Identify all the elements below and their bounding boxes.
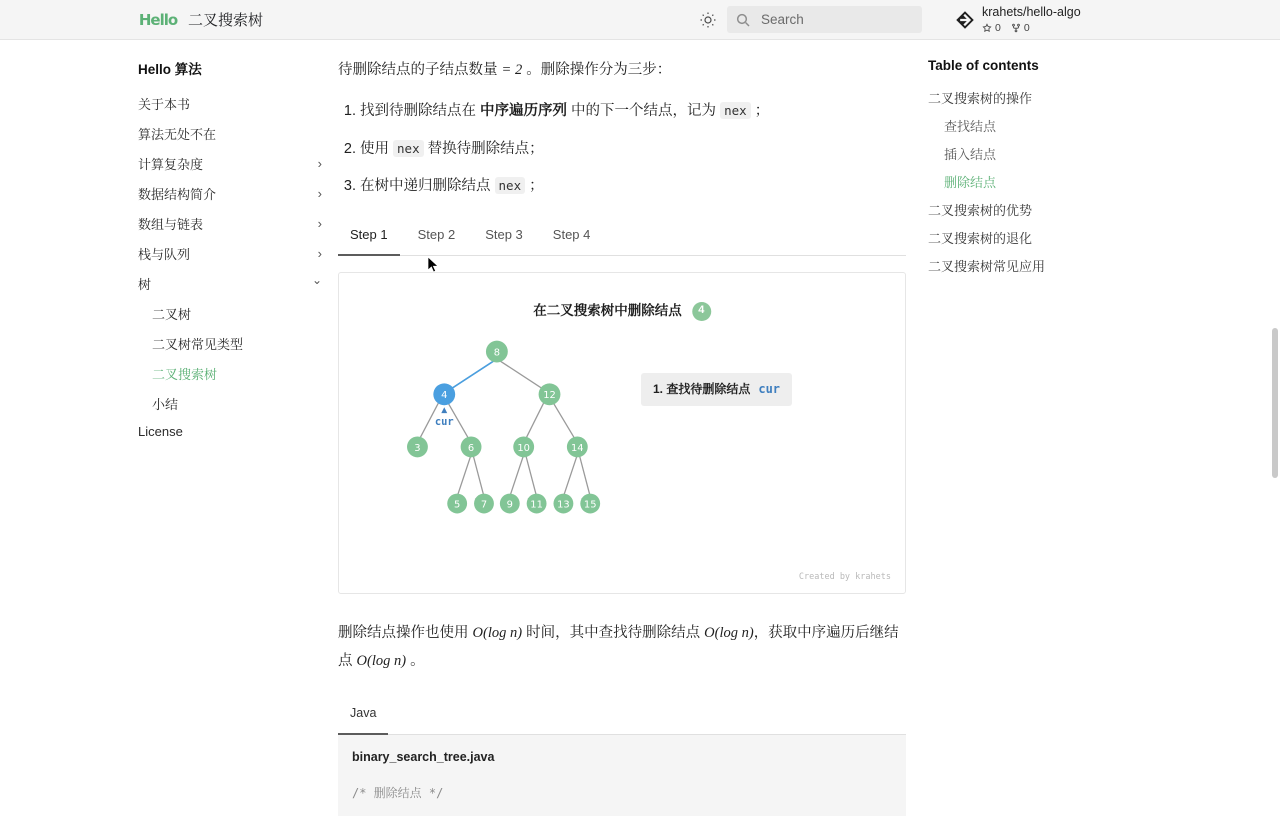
sidebar-item-label: 关于本书 xyxy=(138,96,191,112)
sidebar-item[interactable] xyxy=(138,118,328,148)
code-line: /* 删除结点 */ xyxy=(352,786,444,801)
svg-text:11: 11 xyxy=(530,499,543,511)
step-text-bold: 中序遍历序列 xyxy=(480,103,568,120)
step-tab[interactable]: Step 2 xyxy=(417,226,456,242)
svg-text:3: 3 xyxy=(414,443,421,455)
toc-list xyxy=(928,83,1138,279)
sidebar-item-label: 计算复杂度 xyxy=(138,156,204,172)
sidebar-item-label: 数据结构简介 xyxy=(138,186,217,202)
step-item xyxy=(360,174,906,199)
sidebar-item[interactable] xyxy=(138,268,328,298)
tab-java[interactable]: Java xyxy=(338,697,388,735)
complexity-text-2: 时间，其中查找待删除结点 xyxy=(522,625,705,642)
svg-text:7: 7 xyxy=(480,499,488,511)
sidebar-item-label: 数组与链表 xyxy=(138,216,204,232)
sidebar-title: Hello 算法 xyxy=(138,62,202,77)
step-item xyxy=(360,99,906,124)
sidebar-list xyxy=(138,88,328,444)
toc-item[interactable]: 二叉搜索树的操作 xyxy=(928,90,1033,106)
toc-item[interactable]: 删除结点 xyxy=(944,174,997,190)
brightness-icon[interactable] xyxy=(698,10,718,30)
code-body[interactable] xyxy=(338,735,906,816)
sidebar-item[interactable] xyxy=(138,298,328,328)
search-icon xyxy=(735,12,751,28)
search-box[interactable] xyxy=(727,6,922,33)
toc-item[interactable]: 二叉搜索树的优势 xyxy=(928,202,1033,218)
intro-paragraph xyxy=(338,58,906,83)
svg-text:14: 14 xyxy=(571,443,584,455)
svg-text:12: 12 xyxy=(543,390,556,402)
figure-step-badge: 4 xyxy=(692,302,711,321)
callout-text: 1. 查找待删除结点 xyxy=(653,382,751,397)
step-tab[interactable]: Step 1 xyxy=(338,218,400,257)
svg-text:8: 8 xyxy=(493,347,501,359)
sidebar-item[interactable] xyxy=(138,208,328,238)
sidebar-item[interactable] xyxy=(138,238,328,268)
callout-code: cur xyxy=(758,382,781,397)
repo-link[interactable] xyxy=(955,5,1081,34)
sidebar-item[interactable] xyxy=(138,178,328,208)
sidebar-item-label: License xyxy=(138,423,183,439)
sidebar-item-label: 二叉树 xyxy=(152,306,192,322)
repo-name: krahets/hello-algo xyxy=(982,5,1081,20)
code-language-tabs xyxy=(338,697,906,735)
chevron-right-icon[interactable]: › xyxy=(317,215,322,231)
star-count: 0 xyxy=(995,21,1001,34)
complexity-paragraph xyxy=(338,620,906,675)
site-logo[interactable]: Hello xyxy=(138,10,178,29)
step-text-pre: 使用 xyxy=(360,140,394,157)
svg-text:6: 6 xyxy=(467,443,475,455)
step-tab[interactable]: Step 4 xyxy=(552,226,591,242)
figure-delete-node xyxy=(338,272,906,594)
sidebar-item[interactable] xyxy=(138,388,328,418)
step-code: nex xyxy=(495,177,526,194)
page-body xyxy=(0,40,1280,801)
svg-text:9: 9 xyxy=(506,499,513,511)
sidebar-item-label: 小结 xyxy=(152,396,179,412)
step-text-post: 替换待删除结点； xyxy=(423,140,544,157)
toc-title: Table of contents xyxy=(928,58,1039,73)
intro-suffix: 。删除操作分为三步： xyxy=(522,62,672,78)
sidebar-item-label: 二叉搜索树 xyxy=(152,366,218,382)
steps-list xyxy=(338,99,906,199)
main-content xyxy=(328,40,928,801)
toc-item[interactable]: 插入结点 xyxy=(944,146,997,162)
complexity-text-4: 。 xyxy=(406,652,425,669)
sidebar-item-label: 算法无处不在 xyxy=(138,126,217,142)
svg-text:15: 15 xyxy=(583,499,597,511)
toc-item[interactable]: 查找结点 xyxy=(944,118,997,134)
sidebar-item[interactable] xyxy=(138,418,328,444)
binary-tree-diagram xyxy=(339,273,905,595)
complexity-text-1: 删除结点操作也使用 xyxy=(338,625,473,642)
intro-prefix: 待删除结点的子结点数量 xyxy=(338,62,502,78)
step-text-mid: 中的下一个结点，记为 xyxy=(567,103,721,120)
step-item xyxy=(360,137,906,162)
figure-callout xyxy=(641,373,792,406)
page-scrollbar[interactable] xyxy=(1272,328,1278,478)
git-icon xyxy=(955,10,975,30)
sidebar-item-label: 栈与队列 xyxy=(138,246,191,262)
complexity-text-3: ，获取中序遍历后继结点 xyxy=(338,625,899,669)
sidebar-item-label: 二叉树常见类型 xyxy=(152,336,244,352)
chevron-right-icon[interactable]: › xyxy=(317,185,322,201)
svg-text:13: 13 xyxy=(557,499,570,511)
step-text-pre: 找到待删除结点在 xyxy=(360,103,481,120)
page-title: 二叉搜索树 xyxy=(188,12,264,29)
sidebar xyxy=(138,40,328,720)
svg-text:4: 4 xyxy=(441,390,448,402)
toc-item[interactable]: 二叉搜索树常见应用 xyxy=(928,258,1046,274)
search-input[interactable] xyxy=(759,11,914,28)
repo-stats xyxy=(982,22,1081,34)
sidebar-item[interactable] xyxy=(138,88,328,118)
step-text-post: ； xyxy=(525,178,544,195)
chevron-down-icon[interactable]: ⌄ xyxy=(311,273,322,287)
code-block xyxy=(338,697,906,816)
figure-credit: Created by krahets xyxy=(798,572,891,583)
star-count-wrap xyxy=(982,22,1001,34)
step-text-post: ； xyxy=(750,103,770,120)
sidebar-item-label: 树 xyxy=(138,276,152,292)
step-tab[interactable]: Step 3 xyxy=(485,226,523,242)
fork-count: 0 xyxy=(1023,21,1030,34)
sidebar-item[interactable] xyxy=(138,358,328,388)
sidebar-item[interactable] xyxy=(138,328,328,358)
table-of-contents xyxy=(928,40,1138,720)
svg-text:5: 5 xyxy=(454,499,461,511)
figure-title: 在二叉搜索树中删除结点 xyxy=(533,303,682,319)
svg-text:cur: cur xyxy=(434,416,454,429)
sidebar-item[interactable] xyxy=(138,148,328,178)
site-header xyxy=(0,0,1280,40)
complexity-math-3: O(log n) xyxy=(356,652,407,669)
toc-item[interactable]: 二叉搜索树的退化 xyxy=(928,230,1033,246)
step-code: nex xyxy=(393,140,424,157)
svg-text:10: 10 xyxy=(517,443,530,455)
step-text-pre: 在树中递归删除结点 xyxy=(360,178,495,195)
step-code: nex xyxy=(720,102,751,119)
step-tabs xyxy=(338,218,906,257)
chevron-right-icon[interactable]: › xyxy=(317,155,322,171)
code-filename: binary_search_tree.java xyxy=(352,750,495,765)
complexity-math-2: O(log n) xyxy=(704,625,754,642)
complexity-math-1: O(log n) xyxy=(472,625,523,642)
mouse-cursor xyxy=(428,257,440,274)
fork-count-wrap xyxy=(1011,22,1030,34)
chevron-right-icon[interactable]: › xyxy=(317,245,322,261)
intro-math: = 2 xyxy=(501,62,523,78)
